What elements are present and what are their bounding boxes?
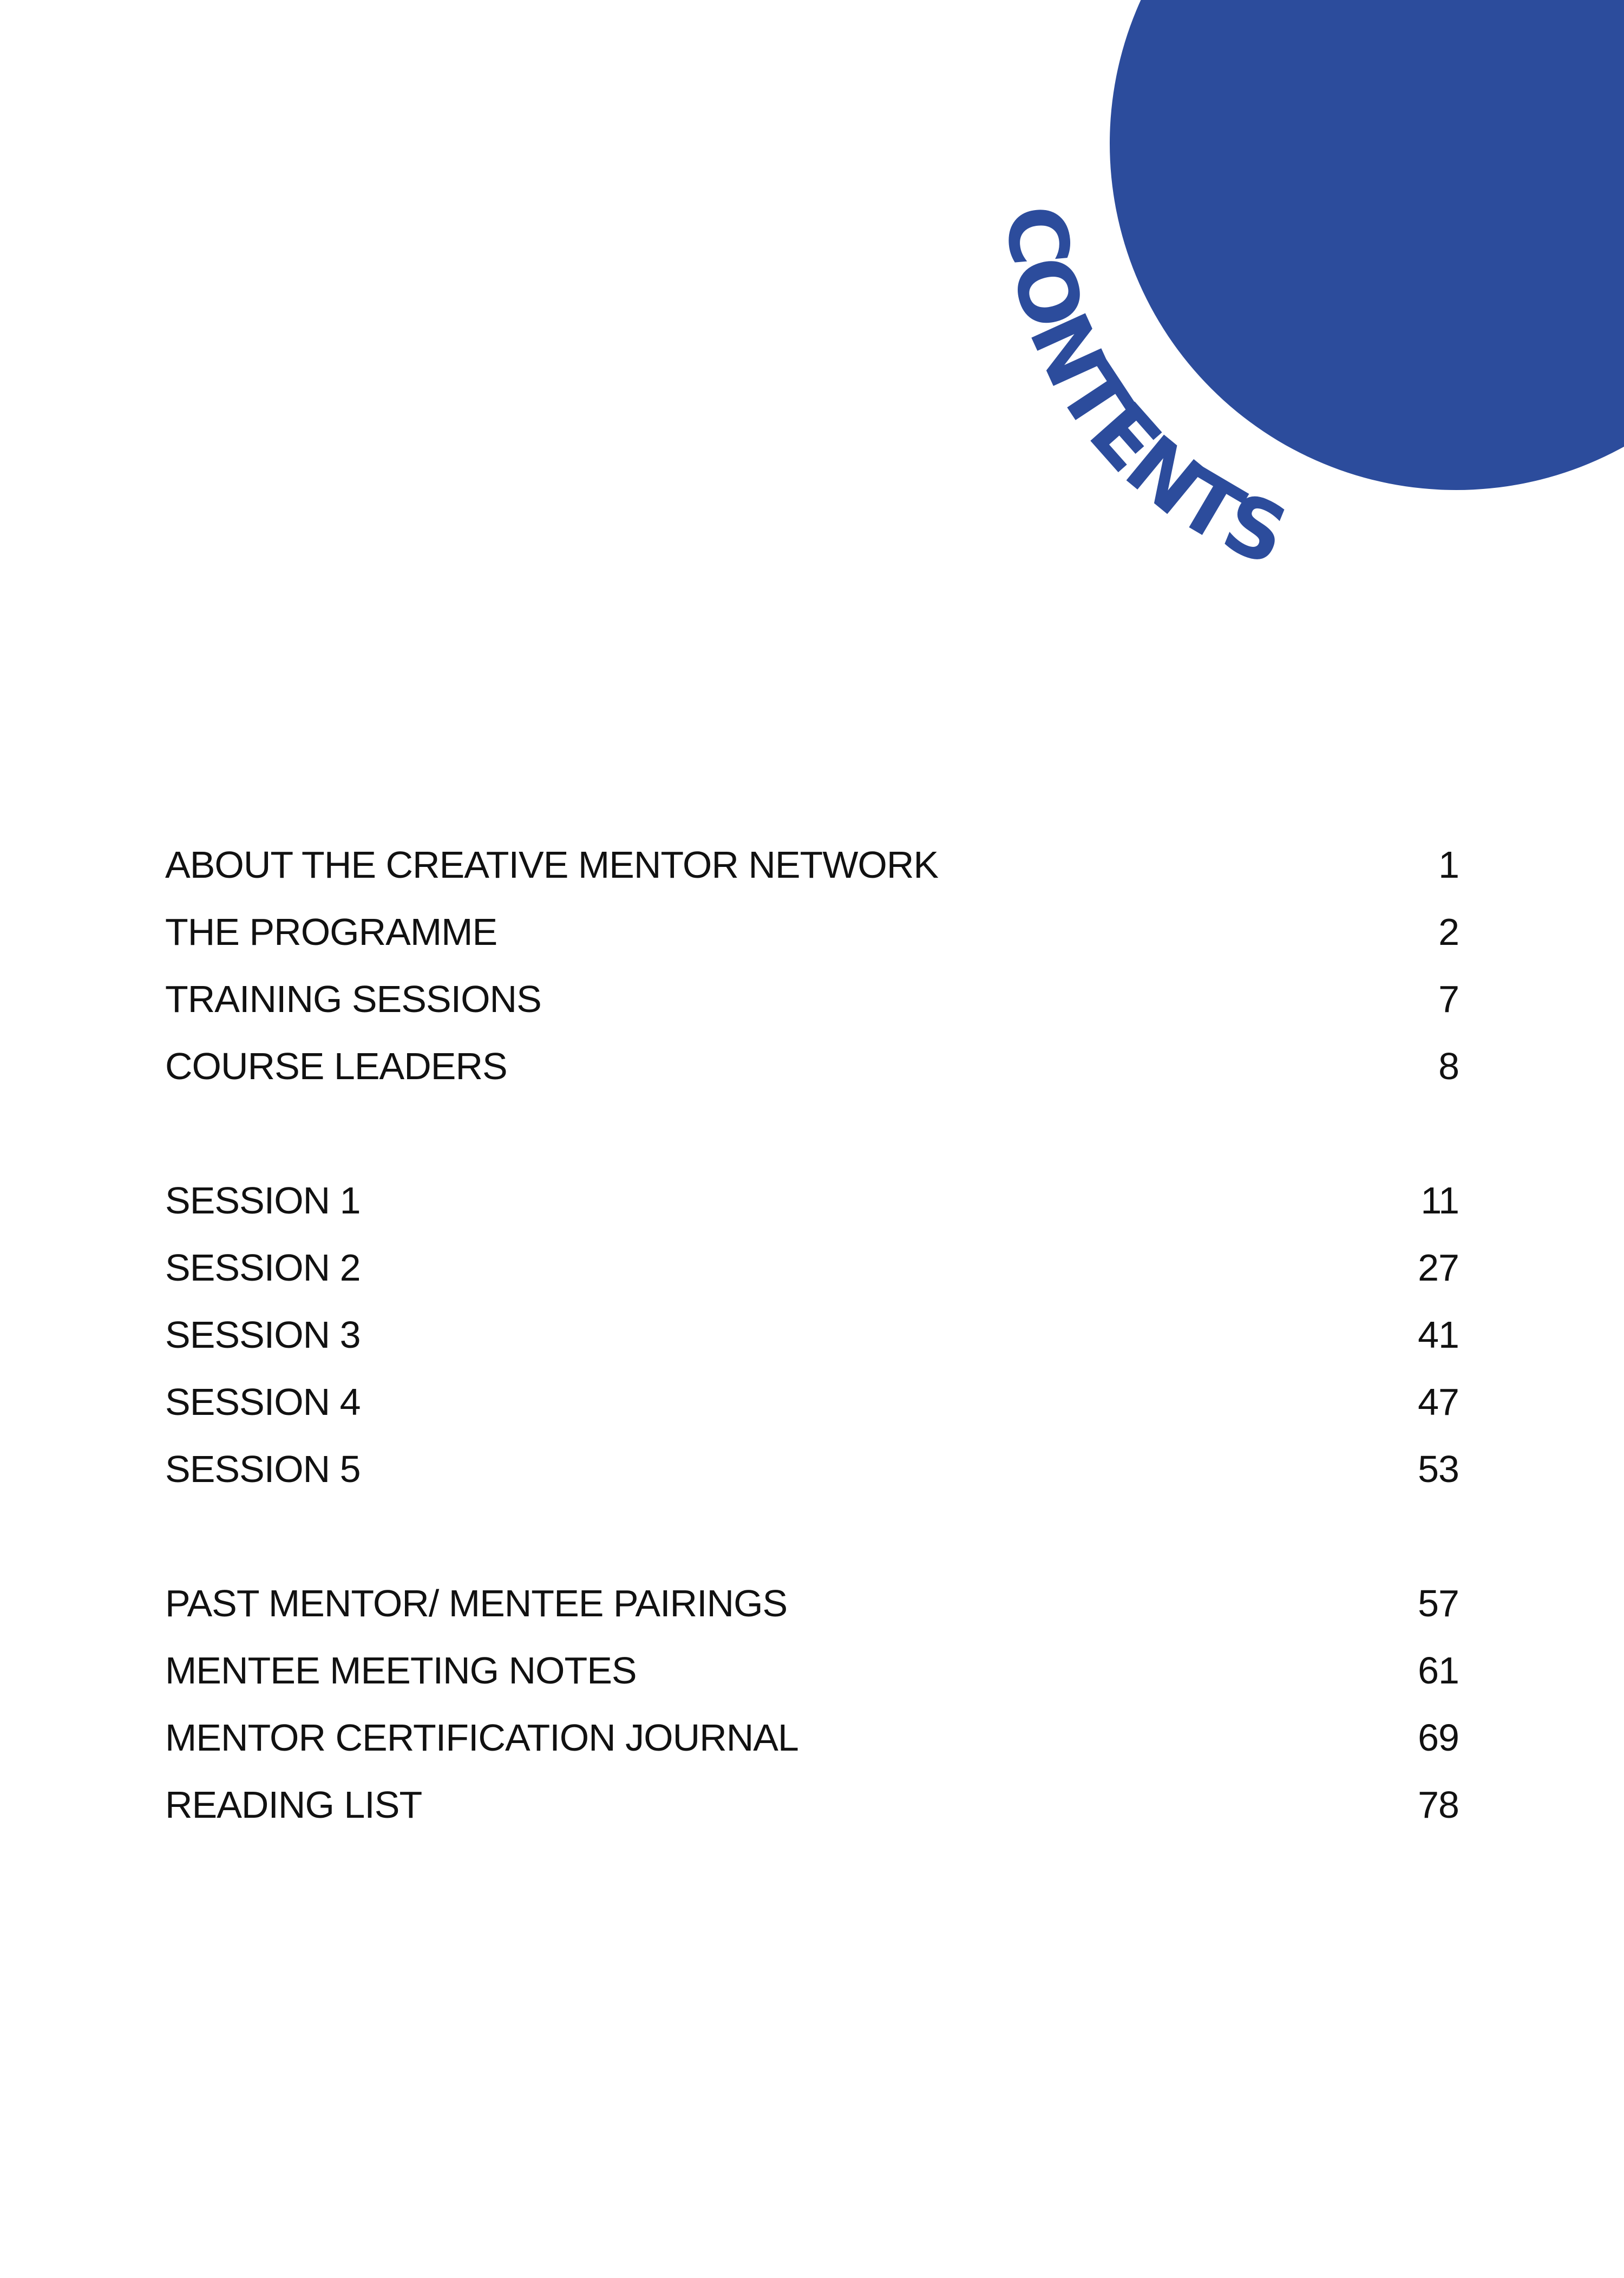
toc-entry-label: MENTEE MEETING NOTES [165, 1649, 637, 1692]
toc-entry-label: READING LIST [165, 1784, 422, 1826]
toc-entry[interactable] [165, 1637, 1459, 1704]
toc-entry-label: SESSION 2 [165, 1246, 361, 1289]
toc-entry-page: 57 [1418, 1582, 1459, 1624]
toc-group-sessions [165, 1167, 1459, 1503]
toc-entry-page: 47 [1418, 1381, 1459, 1423]
toc-group-appendix [165, 1570, 1459, 1838]
toc-entry-page: 41 [1418, 1314, 1459, 1356]
toc-entry-page: 27 [1418, 1246, 1459, 1289]
toc-entry-label: TRAINING SESSIONS [165, 978, 541, 1020]
table-of-contents [165, 831, 1459, 1838]
toc-entry[interactable] [165, 1234, 1459, 1301]
toc-entry[interactable] [165, 831, 1459, 898]
toc-entry-page: 53 [1418, 1448, 1459, 1490]
toc-entry-label: ABOUT THE CREATIVE MENTOR NETWORK [165, 844, 939, 886]
toc-entry-label: SESSION 3 [165, 1314, 361, 1356]
toc-entry-label: THE PROGRAMME [165, 911, 497, 953]
toc-entry[interactable] [165, 1570, 1459, 1637]
toc-entry[interactable] [165, 1167, 1459, 1234]
toc-entry-label: SESSION 1 [165, 1179, 361, 1222]
toc-entry-page: 1 [1438, 844, 1459, 886]
toc-entry[interactable] [165, 965, 1459, 1033]
toc-entry[interactable] [165, 1301, 1459, 1368]
toc-entry-label: SESSION 5 [165, 1448, 361, 1490]
toc-entry-page: 78 [1418, 1784, 1459, 1826]
toc-entry-label: COURSE LEADERS [165, 1045, 507, 1087]
page-title: CONTENTS [987, 201, 1298, 584]
toc-entry[interactable] [165, 1704, 1459, 1771]
toc-entry-page: 7 [1438, 978, 1459, 1020]
toc-entry-page: 69 [1418, 1716, 1459, 1759]
toc-entry-page: 11 [1420, 1179, 1459, 1222]
toc-entry-label: SESSION 4 [165, 1381, 361, 1423]
toc-entry-page: 2 [1438, 911, 1459, 953]
toc-entry[interactable] [165, 1033, 1459, 1100]
toc-entry[interactable] [165, 1771, 1459, 1838]
toc-entry-label: PAST MENTOR/ MENTEE PAIRINGS [165, 1582, 788, 1624]
toc-entry-label: MENTOR CERTIFICATION JOURNAL [165, 1716, 798, 1759]
toc-entry[interactable] [165, 1368, 1459, 1435]
toc-entry-page: 8 [1438, 1045, 1459, 1087]
toc-entry[interactable] [165, 1435, 1459, 1503]
toc-entry[interactable] [165, 898, 1459, 965]
accent-circle [1110, 0, 1624, 490]
toc-group-intro [165, 831, 1459, 1100]
toc-entry-page: 61 [1418, 1649, 1459, 1692]
